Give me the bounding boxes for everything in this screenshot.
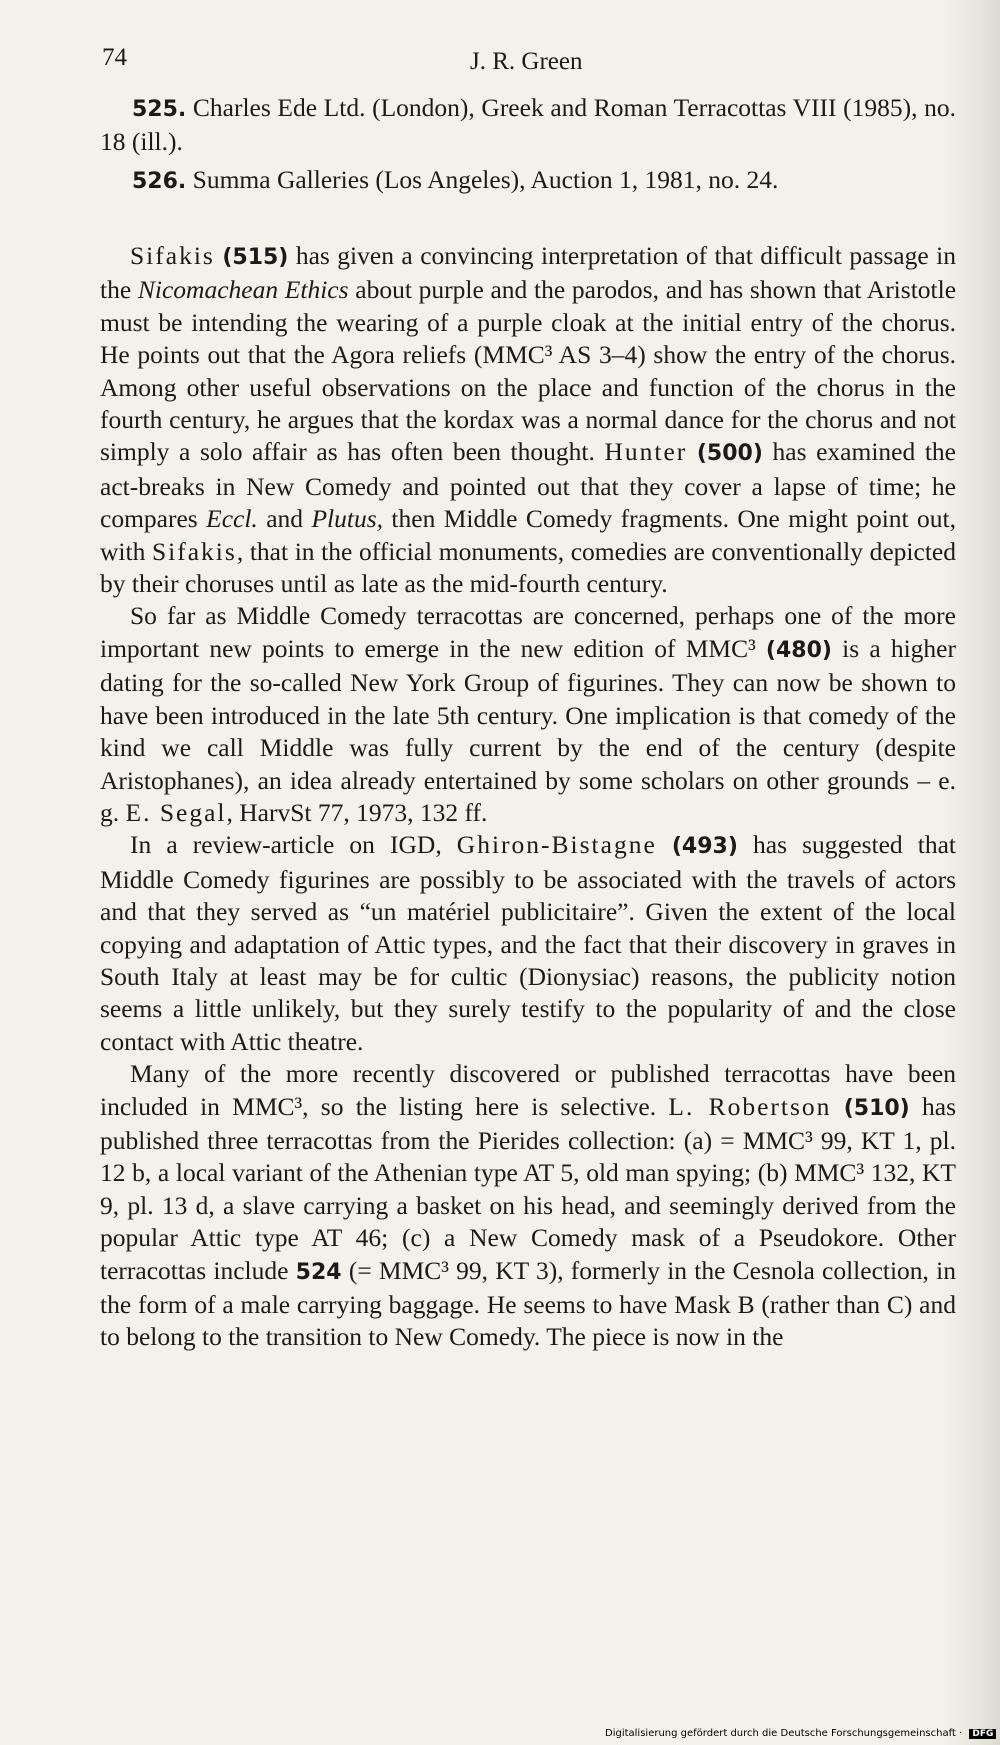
paragraph-3: In a review-article on IGD, Ghiron-Bistagne (493) has suggested that Middle Comedy figurines are possibly to be associated with the travels of actors and that they served as “un matériel publicitaire”. Given the extent of the local copying and adaptation of Attic types, and the fact that their discovery in graves in South Italy at least may be for cultic (Dionysiac) reasons, the publicity notion seems a little unlikely, but they surely testify to the popularity of and the close contact with Attic theatre.	[100, 830, 956, 1056]
paragraph-2: So far as Middle Comedy terracottas are concerned, perhaps one of the more important new points to emerge in the new edition of MMC³ (480) is a higher dating for the so-called New York Group of figurines. They can now be shown to have been introduced in the late 5th century. One implication is that comedy of the kind we call Middle was fully current by the end of the century (despite Aristophanes), an idea already entertained by some scholars on other grounds – e. g. E. Segal, HarvSt 77, 1973, 132 ff.	[100, 601, 956, 827]
entry-number: 526.	[132, 169, 187, 194]
paragraph-1: Sifakis (515) has given a convincing interpretation of that difficult passage in the Nicomachean Ethics about purple and the parodos, and has shown that Aristotle must be intending the wearing of a purple cloak at the initial entry of the chorus. He points out that the Agora reliefs (MMC³ AS 3–4) show the entry of the chorus. Among other useful observations on the place and function of the chorus in the fourth century, he argues that the kordax was a normal dance for the chorus and not simply a solo affair as has often been thought. Hunter (500) has examined the act-breaks in New Comedy and pointed out that they cover a lapse of time; he compares Eccl. and Plutus, then Middle Comedy fragments. One might point out, with Sifakis, that in the official monuments, comedies are conventionally depicted by their choruses until as late as the mid-fourth century.	[100, 241, 957, 599]
author-name: Sifakis	[130, 241, 215, 270]
running-head: J. R. Green	[470, 48, 583, 75]
author-name: Sifakis	[151, 536, 237, 566]
reference-number: (493)	[671, 834, 738, 860]
title-italic: Plutus,	[311, 504, 384, 534]
title-italic: Nicomachean Ethics	[137, 275, 349, 305]
page-number: 74	[102, 44, 127, 71]
author-name: Hunter	[604, 437, 688, 467]
dfg-logo: DFG	[969, 1729, 996, 1739]
reference-number: (480)	[765, 637, 832, 663]
paragraph-4: Many of the more recently discovered or published terracottas have been included in MMC³, so the listing here is selective. L. Robertson (510) has published three terracottas from the Pierides collection: (a) = MMC³ 99, KT 1, pl. 12 b, a local variant of the Athenian type AT 5, old man spying; (b) MMC³ 132, KT 9, pl. 13 d, a slave carrying a basket on his head, and seemingly derived from the popular Attic type AT 46; (c) a New Comedy mask of a Pseudokore. Other terracottas include 524 (= MMC³ 99, KT 3), formerly in the Cesnola collection, in the form of a male carrying baggage. He seems to have Mask B (rather than C) and to belong to the transition to New Comedy. The piece is now in the	[100, 1059, 956, 1352]
author-name: Ghiron-Bistagne	[456, 830, 657, 860]
bibliography-entry-526	[100, 164, 956, 198]
reference-number: (510)	[843, 1095, 910, 1121]
reference-number: 524	[295, 1259, 342, 1285]
entry-text: Summa Galleries (Los Angeles), Auction 1, 1981, no. 24.	[192, 165, 779, 194]
digitization-footer: Digitalisierung gefördert durch die Deutsche Forschungsgemeinschaft · DFG	[605, 1728, 996, 1739]
body-text	[100, 240, 956, 1354]
footer-text: Digitalisierung gefördert durch die Deutsche Forschungsgemeinschaft	[605, 1728, 956, 1739]
reference-number: (515)	[222, 245, 289, 270]
reference-number: (500)	[696, 441, 763, 467]
author-name: E. Segal	[125, 797, 227, 827]
bibliography-entry-525	[100, 92, 956, 158]
entry-text: Charles Ede Ltd. (London), Greek and Roman Terracottas VIII (1985), no. 18 (ill.).	[100, 93, 956, 156]
title-italic: Eccl.	[206, 504, 258, 534]
author-name: L. Robertson	[668, 1091, 832, 1121]
entry-number: 525.	[132, 97, 187, 122]
